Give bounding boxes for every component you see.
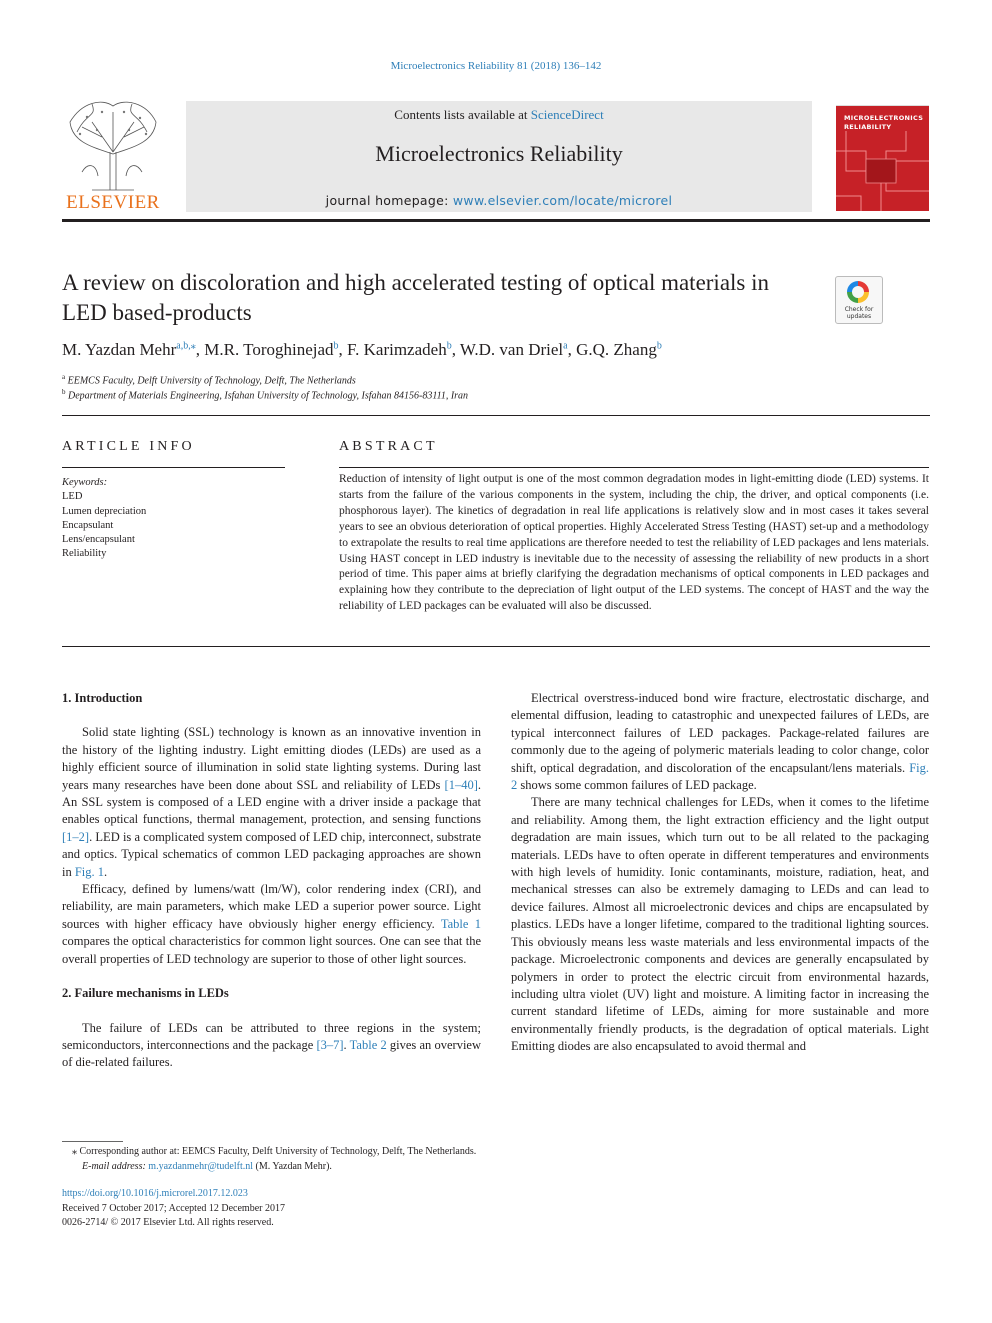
- keywords-block: [62, 476, 146, 562]
- figure-link[interactable]: Fig. 2: [511, 760, 929, 793]
- title-line1: A review on discoloration and high accelerated testing of optical materials in: [62, 270, 770, 295]
- author-affil-sup[interactable]: b: [333, 340, 339, 352]
- author-name[interactable]: G.Q. Zhang: [576, 340, 657, 359]
- text-run: Electrical overstress-induced bond wire fracture, electrostatic discharge, and elemental diffusion, leading to catastrophic and unexpected failures of LEDs, are typical interconnect failures of LED packages. Package-related failures are commonly due to the ageing of polymeric materials leading to color change, color shift, optical degradation, and discoloration of the encapsulant/lens materials.: [511, 691, 929, 775]
- contents-line: [186, 107, 812, 123]
- citation-link[interactable]: [1–2]: [62, 829, 90, 844]
- affiliation-a: [62, 373, 356, 386]
- check-updates-line1: Check for: [844, 306, 874, 313]
- email-link[interactable]: m.yazdanmehr@tudelft.nl: [148, 1161, 254, 1172]
- text-run: . An SSL system is composed of a LED engine with a driver inside a package that enables optical functions, thermal management, protection, and sensing functions: [62, 777, 481, 827]
- check-updates-label: [836, 306, 882, 320]
- abstract-text: Reduction of intensity of light output is one of the most common degradation modes in light-emitting diode (LED) systems. It starts from the failure of the various components in the system, including the chip, the driver, and optical components (i.e. phosphorous layer). The kinetics of degradation in real life applications is relatively slow and in most cases it takes several years to see an obvious deterioration of optical properties. Highly Accelerated Stress Testing (HAST) set-up and a methodology to extrapolate the results to real time applications are therefore needed to test the reliability of LED packages and lens materials. Using HAST concept in LED industry is inevitable due to the necessity of assessing the reliability of new products in a short period of time. This paper aims at briefly clarifying the degradation mechanisms of optical components in LED packages and explaining how they contribute to the depreciation of light output of the LED systems. The concept of HAST and the way the reliability of LED packages can be evaluated will also be discussed.: [339, 473, 929, 613]
- author-separator: ,: [195, 340, 205, 359]
- journal-name: Microelectronics Reliability: [375, 141, 623, 166]
- text-run: gives an overview of die-related failures.: [62, 1037, 482, 1070]
- divider: [62, 646, 930, 647]
- divider: [62, 467, 285, 468]
- text-run: . LED is a complicated system composed of LED chip, interconnect, substrate and optics. Typical schematics of common LED packaging approaches are shown in: [62, 829, 481, 879]
- text-run: Solid state lighting (SSL) technology is known as an innovative invention in the history of the lighting industry. Light emitting diodes (LEDs) are used as a highly efficient source of illumination in solid state lighting systems. During last years many researches have been done about SSL and reliability of LEDs: [62, 725, 481, 792]
- journal-header: [186, 101, 812, 212]
- author-list: [62, 340, 662, 360]
- author-name[interactable]: F. Karimzadeh: [347, 340, 447, 359]
- author-separator: ,: [451, 340, 460, 359]
- keyword-item: Lens/encapsulant: [62, 534, 135, 546]
- author-name[interactable]: W.D. van Driel: [459, 340, 564, 359]
- text-run: shows some common failures of LED package.: [517, 778, 757, 793]
- text-run: compares the optical characteristics for common light sources. One can see that the overall properties of LED technology are superior to those of other light sources.: [62, 934, 481, 966]
- corresponding-footnote: [72, 1146, 476, 1157]
- affiliation-b: [62, 388, 468, 401]
- text-run: .: [104, 864, 108, 879]
- figure-link[interactable]: Fig. 1: [74, 864, 105, 879]
- section-heading-intro: 1. Introduction: [62, 691, 143, 705]
- journal-cover[interactable]: [836, 93, 929, 211]
- homepage-link[interactable]: www.elsevier.com/locate/microrel: [452, 193, 673, 208]
- corresponding-star: ⁎: [72, 1146, 77, 1157]
- table-link[interactable]: Table 1: [440, 916, 481, 931]
- citation-link[interactable]: [1–40]: [444, 777, 478, 792]
- header-rule: [62, 219, 930, 222]
- author-affil-sup[interactable]: a: [563, 340, 568, 352]
- affiliation-text: Department of Materials Engineering, Isfahan University of Technology, Isfahan 84156-83111, Iran: [68, 390, 469, 402]
- author-affil-sup[interactable]: b: [446, 340, 452, 352]
- elsevier-logo[interactable]: [62, 92, 164, 214]
- cover-top-strip: [836, 93, 929, 106]
- right-paragraph-2: There are many technical challenges for LEDs, when it comes to the lifetime and reliability. Among them, the light extraction efficiency and the light output degradation are main issues, which turn out to be all related to the packaging materials. LEDs have to often operate in different temperatures and environments with high levels of humidity. Ionic contaminants, moisture, radiation, heat, and mechanical stresses can also be extremely damaging to LEDs and can lead to device failures. Almost all microelectronic devices and chips are encapsulated by plastics. LEDs have a longer lifetime, compared to the traditional lighting sources. This obviously means less waste materials and less environmental impacts of the package. Microelectronic components and devices are generally encapsulated by polymers in order to protect the electric circuit from environmental hazards, including ultra violet (UV) light and moisture. A limiting factor in increasing the current standard lifetime of LEDs, aiming for more sustainable and more environmentally friendly products, is the degradation of optical materials. Light Emitting diodes are also encapsulated to avoid thermal and: [511, 795, 929, 1054]
- intro-paragraph-2: [62, 881, 481, 968]
- corresponding-star[interactable]: ⁎: [190, 340, 196, 352]
- email-footnote: [82, 1161, 332, 1172]
- circuit-image-icon: [836, 131, 929, 211]
- author-affil-sup[interactable]: a,b,: [176, 340, 191, 352]
- author-name[interactable]: M.R. Toroghinejad: [204, 340, 334, 359]
- doi-block: [62, 1187, 285, 1231]
- author-name[interactable]: M. Yazdan Mehr: [62, 340, 177, 359]
- homepage-prefix: journal homepage:: [325, 193, 453, 208]
- keyword-item: Reliability: [62, 548, 107, 560]
- affiliation-text: EEMCS Faculty, Delft University of Technology, Delft, The Netherlands: [67, 375, 356, 387]
- running-head[interactable]: Microelectronics Reliability 81 (2018) 136–142: [390, 60, 602, 72]
- affiliation-key: a: [62, 373, 66, 381]
- right-column: [511, 690, 929, 1056]
- check-updates-line2: updates: [846, 313, 872, 320]
- contents-prefix: Contents lists available at: [394, 107, 531, 122]
- check-updates-icon: [847, 281, 869, 303]
- text-run: .: [343, 1037, 350, 1052]
- cover-title-line2: RELIABILITY: [844, 123, 892, 131]
- table-link[interactable]: Table 2: [349, 1037, 387, 1052]
- doi-link[interactable]: https://doi.org/10.1016/j.microrel.2017.12.023: [62, 1188, 248, 1199]
- cover-title: [836, 106, 929, 132]
- affiliation-key: b: [62, 388, 66, 396]
- email-label: E-mail address:: [82, 1161, 149, 1172]
- email-suffix: (M. Yazdan Mehr).: [253, 1161, 332, 1172]
- text-run: Efficacy, defined by lumens/watt (lm/W), color rendering index (CRI), and reliability, are main parameters, which make LED a superior power source. Light sources with higher efficacy have obviously higher energy efficiency.: [62, 882, 481, 931]
- intro-paragraph-1: [62, 724, 481, 881]
- keyword-item: LED: [62, 491, 83, 503]
- citation-link[interactable]: [3–7]: [316, 1037, 344, 1052]
- article-title: [62, 268, 822, 328]
- keyword-item: Encapsulant: [62, 519, 114, 531]
- corresponding-text: Corresponding author at: EEMCS Faculty, Delft University of Technology, Delft, The Netherlands.: [77, 1146, 477, 1157]
- left-column: [62, 690, 481, 1072]
- keywords-label: Keywords:: [62, 477, 108, 488]
- right-paragraph-1: [511, 690, 929, 794]
- divider: [339, 467, 929, 468]
- article-info-heading: ARTICLE INFO: [62, 439, 195, 454]
- failure-paragraph-1: [62, 1020, 481, 1072]
- divider: [62, 415, 930, 416]
- author-separator: ,: [338, 340, 348, 359]
- section-heading-failure: 2. Failure mechanisms in LEDs: [62, 986, 229, 1001]
- title-line2: LED based-products: [62, 300, 252, 325]
- sciencedirect-link[interactable]: ScienceDirect: [530, 107, 604, 122]
- keyword-item: Lumen depreciation: [62, 505, 147, 517]
- homepage-line: [186, 193, 812, 208]
- author-affil-sup[interactable]: b: [656, 340, 662, 352]
- elsevier-wordmark: ELSEVIER: [66, 192, 160, 213]
- elsevier-tree-icon: [62, 92, 164, 192]
- text-run: The failure of LEDs can be attributed to three regions in the system; semiconductors, interconnections and the package: [62, 1020, 481, 1052]
- cover-title-line1: MICROELECTRONICS: [844, 114, 924, 122]
- abstract-heading: ABSTRACT: [339, 439, 438, 454]
- copyright-line: 0026-2714/ © 2017 Elsevier Ltd. All rights reserved.: [62, 1217, 274, 1228]
- received-dates: Received 7 October 2017; Accepted 12 December 2017: [62, 1202, 285, 1214]
- check-for-updates-button[interactable]: [835, 276, 883, 324]
- author-separator: ,: [567, 340, 577, 359]
- footnote-rule: [62, 1141, 123, 1142]
